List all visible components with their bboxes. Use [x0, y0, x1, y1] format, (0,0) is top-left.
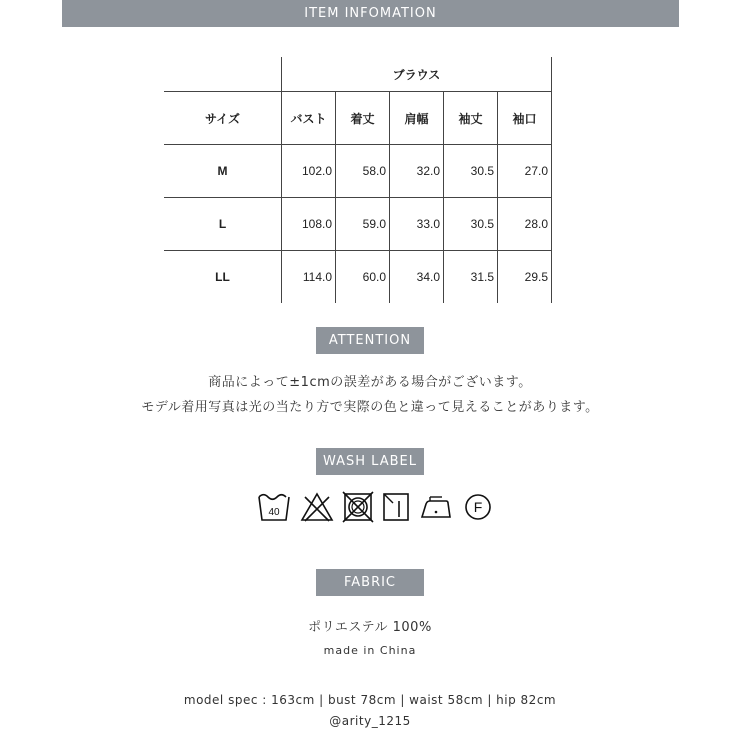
table-cell: 30.5 [444, 198, 498, 251]
dry-clean-f-icon [461, 491, 495, 523]
garment-name: ブラウス [282, 57, 552, 92]
table-cell: 33.0 [390, 198, 444, 251]
size-table [164, 57, 552, 303]
table-cell: 114.0 [282, 251, 336, 304]
wash-icons [256, 489, 495, 525]
size-label: LL [164, 251, 282, 304]
table-cell: 28.0 [498, 198, 552, 251]
table-cell: 31.5 [444, 251, 498, 304]
table-cell: 34.0 [390, 251, 444, 304]
table-cell: 102.0 [282, 145, 336, 198]
attention-label-text: ATTENTION [328, 333, 412, 348]
no-tumble-dry-icon [342, 491, 374, 523]
wash-label-text: WASH LABEL [322, 454, 417, 469]
wash-temperature: 40 [268, 507, 280, 518]
size-column-header: サイズ [164, 92, 282, 145]
column-header-shoulder: 肩幅 [390, 92, 444, 145]
table-row [164, 198, 552, 251]
attention-line-2: モデル着用写真は光の当たり方で実際の色と違って見えることがあります。 [141, 400, 599, 415]
table-row [164, 145, 552, 198]
line-dry-shade-icon [381, 491, 411, 523]
table-cell: 60.0 [336, 251, 390, 304]
column-header-length: 着丈 [336, 92, 390, 145]
wash-label-label [316, 448, 424, 475]
table-cell: 32.0 [390, 145, 444, 198]
column-header-sleeve: 袖丈 [444, 92, 498, 145]
table-row [164, 251, 552, 304]
fabric-material: ポリエステル 100% [308, 620, 432, 635]
fabric-label [316, 569, 424, 596]
attention-label [316, 327, 424, 354]
wash-40-icon [256, 491, 292, 523]
no-bleach-icon [299, 491, 335, 523]
model-spec: model spec : 163cm | bust 78cm | waist 58cm | hip 82cm [183, 693, 557, 707]
column-header-cuff: 袖口 [498, 92, 552, 145]
item-information-banner [62, 0, 679, 27]
model-handle: @arity_1215 [329, 714, 411, 728]
iron-low-icon [418, 491, 454, 523]
table-cell: 59.0 [336, 198, 390, 251]
table-cell: 108.0 [282, 198, 336, 251]
table-cell: 58.0 [336, 145, 390, 198]
table-cell: 30.5 [444, 145, 498, 198]
column-header-bust: バスト [282, 92, 336, 145]
table-row [164, 92, 552, 145]
attention-line-1: 商品によって±1cmの誤差がある場合がございます。 [208, 375, 532, 390]
fabric-label-text: FABRIC [343, 575, 397, 590]
table-cell: 27.0 [498, 145, 552, 198]
table-header-row [164, 57, 552, 92]
table-corner-cell [164, 57, 282, 92]
table-cell: 29.5 [498, 251, 552, 304]
size-label: M [164, 145, 282, 198]
fabric-origin: made in China [323, 644, 417, 657]
dry-clean-letter: F [473, 499, 483, 515]
banner-title: ITEM INFOMATION [304, 6, 437, 21]
size-label: L [164, 198, 282, 251]
